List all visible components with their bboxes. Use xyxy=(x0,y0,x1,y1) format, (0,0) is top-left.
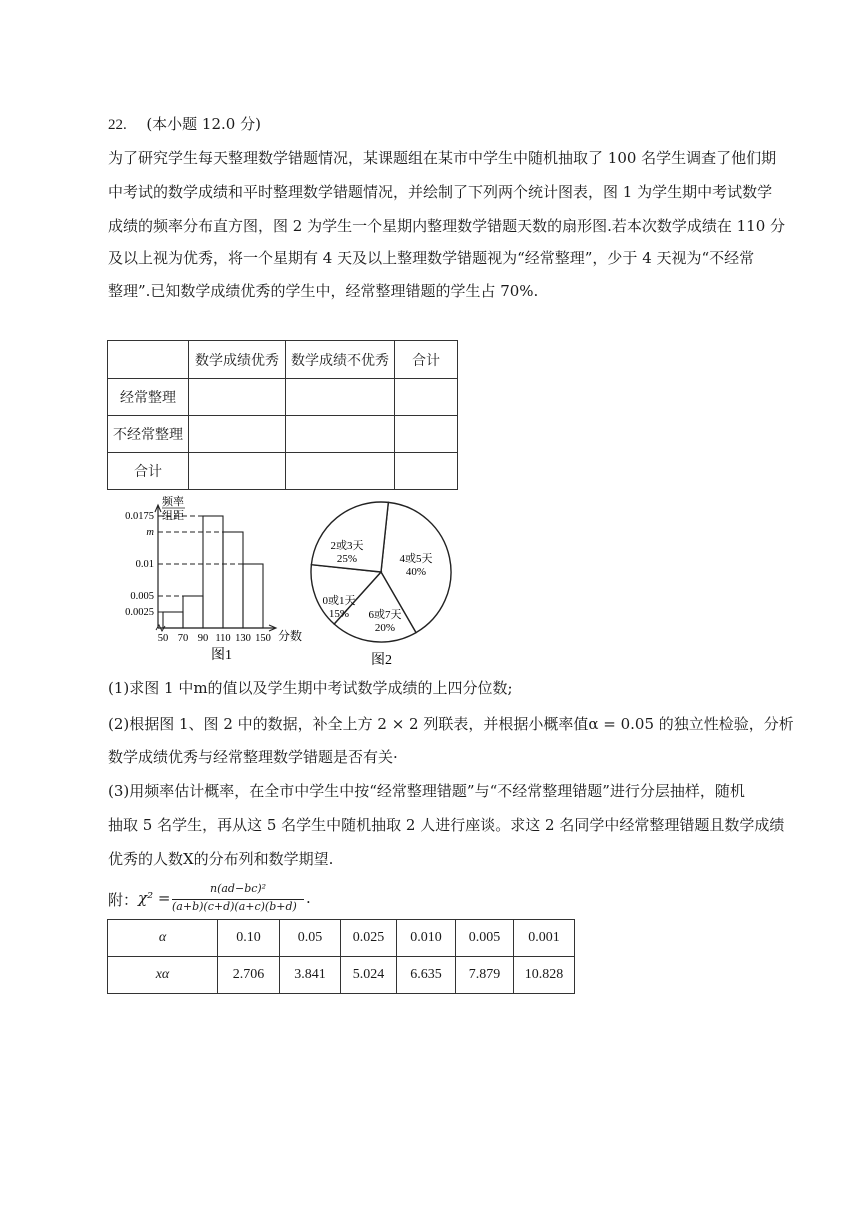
appendix-prefix: 附： xyxy=(108,891,139,909)
figure2-caption: 图2 xyxy=(371,653,392,668)
histogram-bar xyxy=(183,596,203,628)
table-cell: 2.706 xyxy=(218,957,280,994)
formula-numerator: n(ad−bc)² xyxy=(210,882,267,895)
table-header-cell: 数学成绩优秀 xyxy=(189,341,286,379)
table-cell: 0.10 xyxy=(218,920,280,957)
table-cell xyxy=(286,416,395,453)
table-cell: 6.635 xyxy=(397,957,456,994)
x-tick-label: 110 xyxy=(215,633,231,644)
pie-figure xyxy=(308,500,458,670)
y-tick-label: 0.005 xyxy=(130,591,154,602)
table-cell xyxy=(286,453,395,490)
table-cell: 0.05 xyxy=(280,920,341,957)
pie-slice-label: 6或7天 xyxy=(368,609,402,621)
table-cell xyxy=(395,379,458,416)
pie-slice-percent: 15% xyxy=(328,608,350,620)
pie-plot xyxy=(311,502,451,642)
question-heading xyxy=(108,114,261,135)
table-cell xyxy=(189,453,286,490)
x-axis-label: 分数 xyxy=(278,629,303,643)
y-tick-label: 0.0175 xyxy=(125,511,154,522)
figure1-caption: 图1 xyxy=(211,648,232,663)
pie-slice-percent: 40% xyxy=(405,566,427,578)
question-meta: (本小题 12.0 分) xyxy=(146,115,261,133)
pie-slice-percent: 25% xyxy=(336,553,358,565)
x-tick-label: 70 xyxy=(177,633,189,644)
table-cell xyxy=(395,453,458,490)
part-2-line-2: 数学成绩优秀与经常整理数学错题是否有关· xyxy=(108,748,398,766)
x-tick-label: 130 xyxy=(235,633,251,644)
table-cell xyxy=(286,379,395,416)
table-cell: 0.025 xyxy=(341,920,397,957)
histogram-figure xyxy=(105,494,310,666)
question-number: 22. xyxy=(108,117,127,133)
formula-period: . xyxy=(306,889,311,907)
table-header-cell: 合计 xyxy=(395,341,458,379)
part-3-line-3: 优秀的人数X的分布列和数学期望. xyxy=(108,850,334,868)
pie-slice-label: 0或1天 xyxy=(322,595,356,607)
table-row-label: 经常整理 xyxy=(108,379,189,416)
table-cell: 0.001 xyxy=(514,920,575,957)
table-cell xyxy=(189,379,286,416)
table-cell: 0.005 xyxy=(456,920,514,957)
table-cell xyxy=(189,416,286,453)
part-3-line-2: 抽取 5 名学生，再从这 5 名学生中随机抽取 2 人进行座谈。求这 2 名同学中经常整理错题且数学成绩 xyxy=(108,816,785,834)
contingency-table xyxy=(107,340,458,490)
x-alpha-label: xα xyxy=(108,957,218,994)
x-tick-label: 90 xyxy=(197,633,209,644)
part-3-line-1: (3)用频率估计概率，在全市中学生中按“经常整理错题”与“不经常整理错题”进行分层抽样，随机 xyxy=(108,782,745,800)
table-cell: 5.024 xyxy=(341,957,397,994)
x-tick-label: 50 xyxy=(157,633,169,644)
formula-denominator: (a+b)(c+d)(a+c)(b+d) xyxy=(172,900,297,913)
histogram-bar xyxy=(243,564,263,628)
chi-square-symbol: χ² = xyxy=(138,889,171,907)
histogram-bar xyxy=(223,532,243,628)
table-cell: 3.841 xyxy=(280,957,341,994)
y-tick-label: m xyxy=(146,527,154,538)
table-cell: 0.010 xyxy=(397,920,456,957)
stem-line-2: 中考试的数学成绩和平时整理数学错题情况，并绘制了下列两个统计图表，图 1 为学生期中考试数学 xyxy=(108,183,773,201)
table-header-cell: 数学成绩不优秀 xyxy=(286,341,395,379)
stem-line-4: 及以上视为优秀，将一个星期有 4 天及以上整理数学错题视为“经常整理”，少于 4 天视为“不经常 xyxy=(108,249,755,267)
table-row-label: 不经常整理 xyxy=(108,416,189,453)
table-header-cell xyxy=(108,341,189,379)
table-cell xyxy=(395,416,458,453)
stem-line-5: 整理”.已知数学成绩优秀的学生中，经常整理错题的学生占 70%. xyxy=(108,282,539,300)
alpha-label: α xyxy=(108,920,218,957)
stem-line-1: 为了研究学生每天整理数学错题情况，某课题组在某市中学生中随机抽取了 100 名学生调查了他们期 xyxy=(108,149,777,167)
pie-slice-label: 4或5天 xyxy=(399,553,433,565)
critical-value-table xyxy=(107,919,575,994)
table-row-label: 合计 xyxy=(108,453,189,490)
part-1: (1)求图 1 中m的值以及学生期中考试数学成绩的上四分位数; xyxy=(108,679,513,697)
stem-line-3: 成绩的频率分布直方图，图 2 为学生一个星期内整理数学错题天数的扇形图.若本次数学成绩在 110 分 xyxy=(108,217,786,235)
histogram-bar xyxy=(163,612,183,628)
y-label-bottom: 组距 xyxy=(162,510,184,522)
histogram-plot xyxy=(125,505,276,644)
pie-slice-label: 2或3天 xyxy=(330,540,364,552)
pie-slice-percent: 20% xyxy=(374,622,396,634)
y-tick-label: 0.0025 xyxy=(125,607,154,618)
x-tick-label: 150 xyxy=(255,633,271,644)
y-tick-label: 0.01 xyxy=(135,559,154,570)
y-label-top: 频率 xyxy=(162,496,184,508)
histogram-bar xyxy=(203,516,223,628)
table-cell: 7.879 xyxy=(456,957,514,994)
table-cell: 10.828 xyxy=(514,957,575,994)
part-2-line-1: (2)根据图 1、图 2 中的数据，补全上方 2 × 2 列联表，并根据小概率值α = 0.05 的独立性检验，分析 xyxy=(108,715,794,733)
